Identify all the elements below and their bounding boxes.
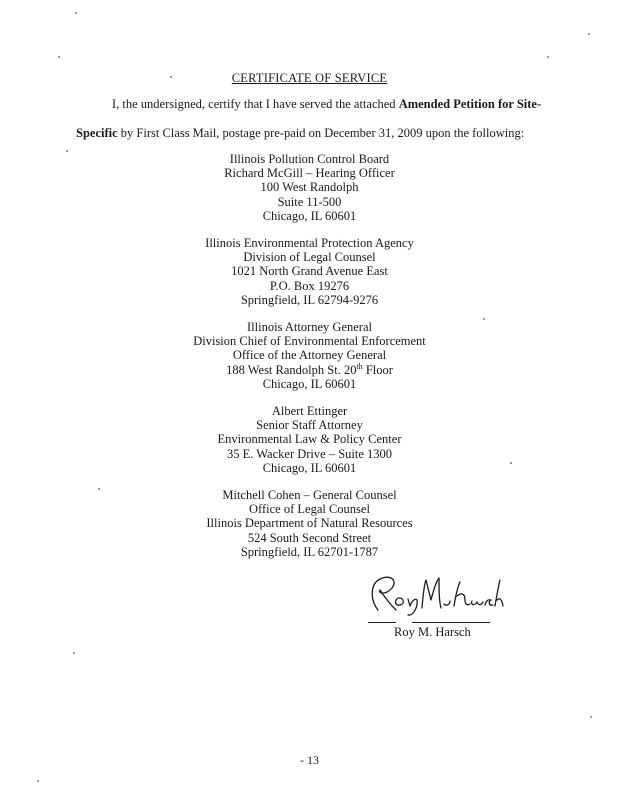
recipient-address-block	[0, 404, 619, 475]
address-line: Springfield, IL 62794-9276	[240, 292, 379, 307]
page-number: - 13	[300, 753, 319, 767]
address-line: Illinois Pollution Control Board	[229, 152, 390, 166]
address-line: Office of the Attorney General	[232, 348, 387, 363]
address-line: Springfield, IL 62701-1787	[240, 544, 379, 559]
intro-line-2	[76, 126, 556, 141]
scan-speck	[588, 33, 590, 35]
scan-speck	[58, 56, 60, 58]
scan-speck	[73, 652, 75, 654]
address-line: Division Chief of Environmental Enforcement	[193, 334, 426, 349]
scan-speck	[75, 12, 77, 14]
address-line: 524 South Second Street	[247, 530, 372, 545]
recipient-address-block	[0, 320, 619, 391]
address-line	[0, 363, 619, 377]
recipient-address-block	[0, 152, 619, 223]
intro-line-1	[112, 97, 592, 112]
address-line: Illinois Attorney General	[247, 320, 372, 334]
address-line: 100 West Randolph	[260, 180, 359, 195]
address-line: Environmental Law & Policy Center	[217, 432, 402, 447]
address-line: P.O. Box 19276	[269, 278, 350, 293]
address-line: Illinois Environmental Protection Agency	[205, 236, 414, 250]
address-line: Chicago, IL 60601	[262, 460, 357, 475]
address-line: Office of Legal Counsel	[249, 502, 370, 517]
intro-text: by First Class Mail, postage pre-paid on December 31, 2009 upon the following:	[117, 126, 525, 140]
address-line: Richard McGill – Hearing Officer	[224, 166, 395, 181]
address-line: Mitchell Cohen – General Counsel	[222, 488, 397, 502]
scan-speck	[37, 780, 39, 782]
address-line: 1021 North Grand Avenue East	[231, 264, 388, 279]
recipient-address-block	[0, 236, 619, 307]
address-line: Division of Legal Counsel	[243, 250, 376, 265]
address-line: Suite 11-500	[277, 194, 342, 209]
address-line: Chicago, IL 60601	[262, 376, 357, 391]
address-line: Chicago, IL 60601	[262, 208, 357, 223]
scan-speck	[590, 716, 592, 718]
handwritten-signature	[364, 570, 504, 618]
street-text: 188 West Randolph St. 20	[226, 362, 357, 377]
address-line: 35 E. Wacker Drive – Suite 1300	[226, 446, 393, 461]
signer-name: Roy M. Harsch	[394, 625, 471, 639]
intro-text: I, the undersigned, certify that I have served the attached	[112, 97, 399, 111]
document-title-part: Amended Petition for Site-	[398, 97, 542, 111]
address-line: Senior Staff Attorney	[256, 418, 363, 433]
page-title: CERTIFICATE OF SERVICE	[231, 71, 388, 85]
recipient-address-block	[0, 488, 619, 559]
ordinal-suffix: th	[356, 361, 363, 371]
document-title-part: Specific	[76, 126, 118, 140]
address-line: Albert Ettinger	[271, 404, 348, 418]
signature-line	[368, 622, 396, 623]
street-text: Floor	[362, 362, 393, 377]
scan-speck	[547, 56, 549, 58]
address-line: Illinois Department of Natural Resources	[206, 516, 413, 531]
signature-line	[412, 622, 490, 623]
